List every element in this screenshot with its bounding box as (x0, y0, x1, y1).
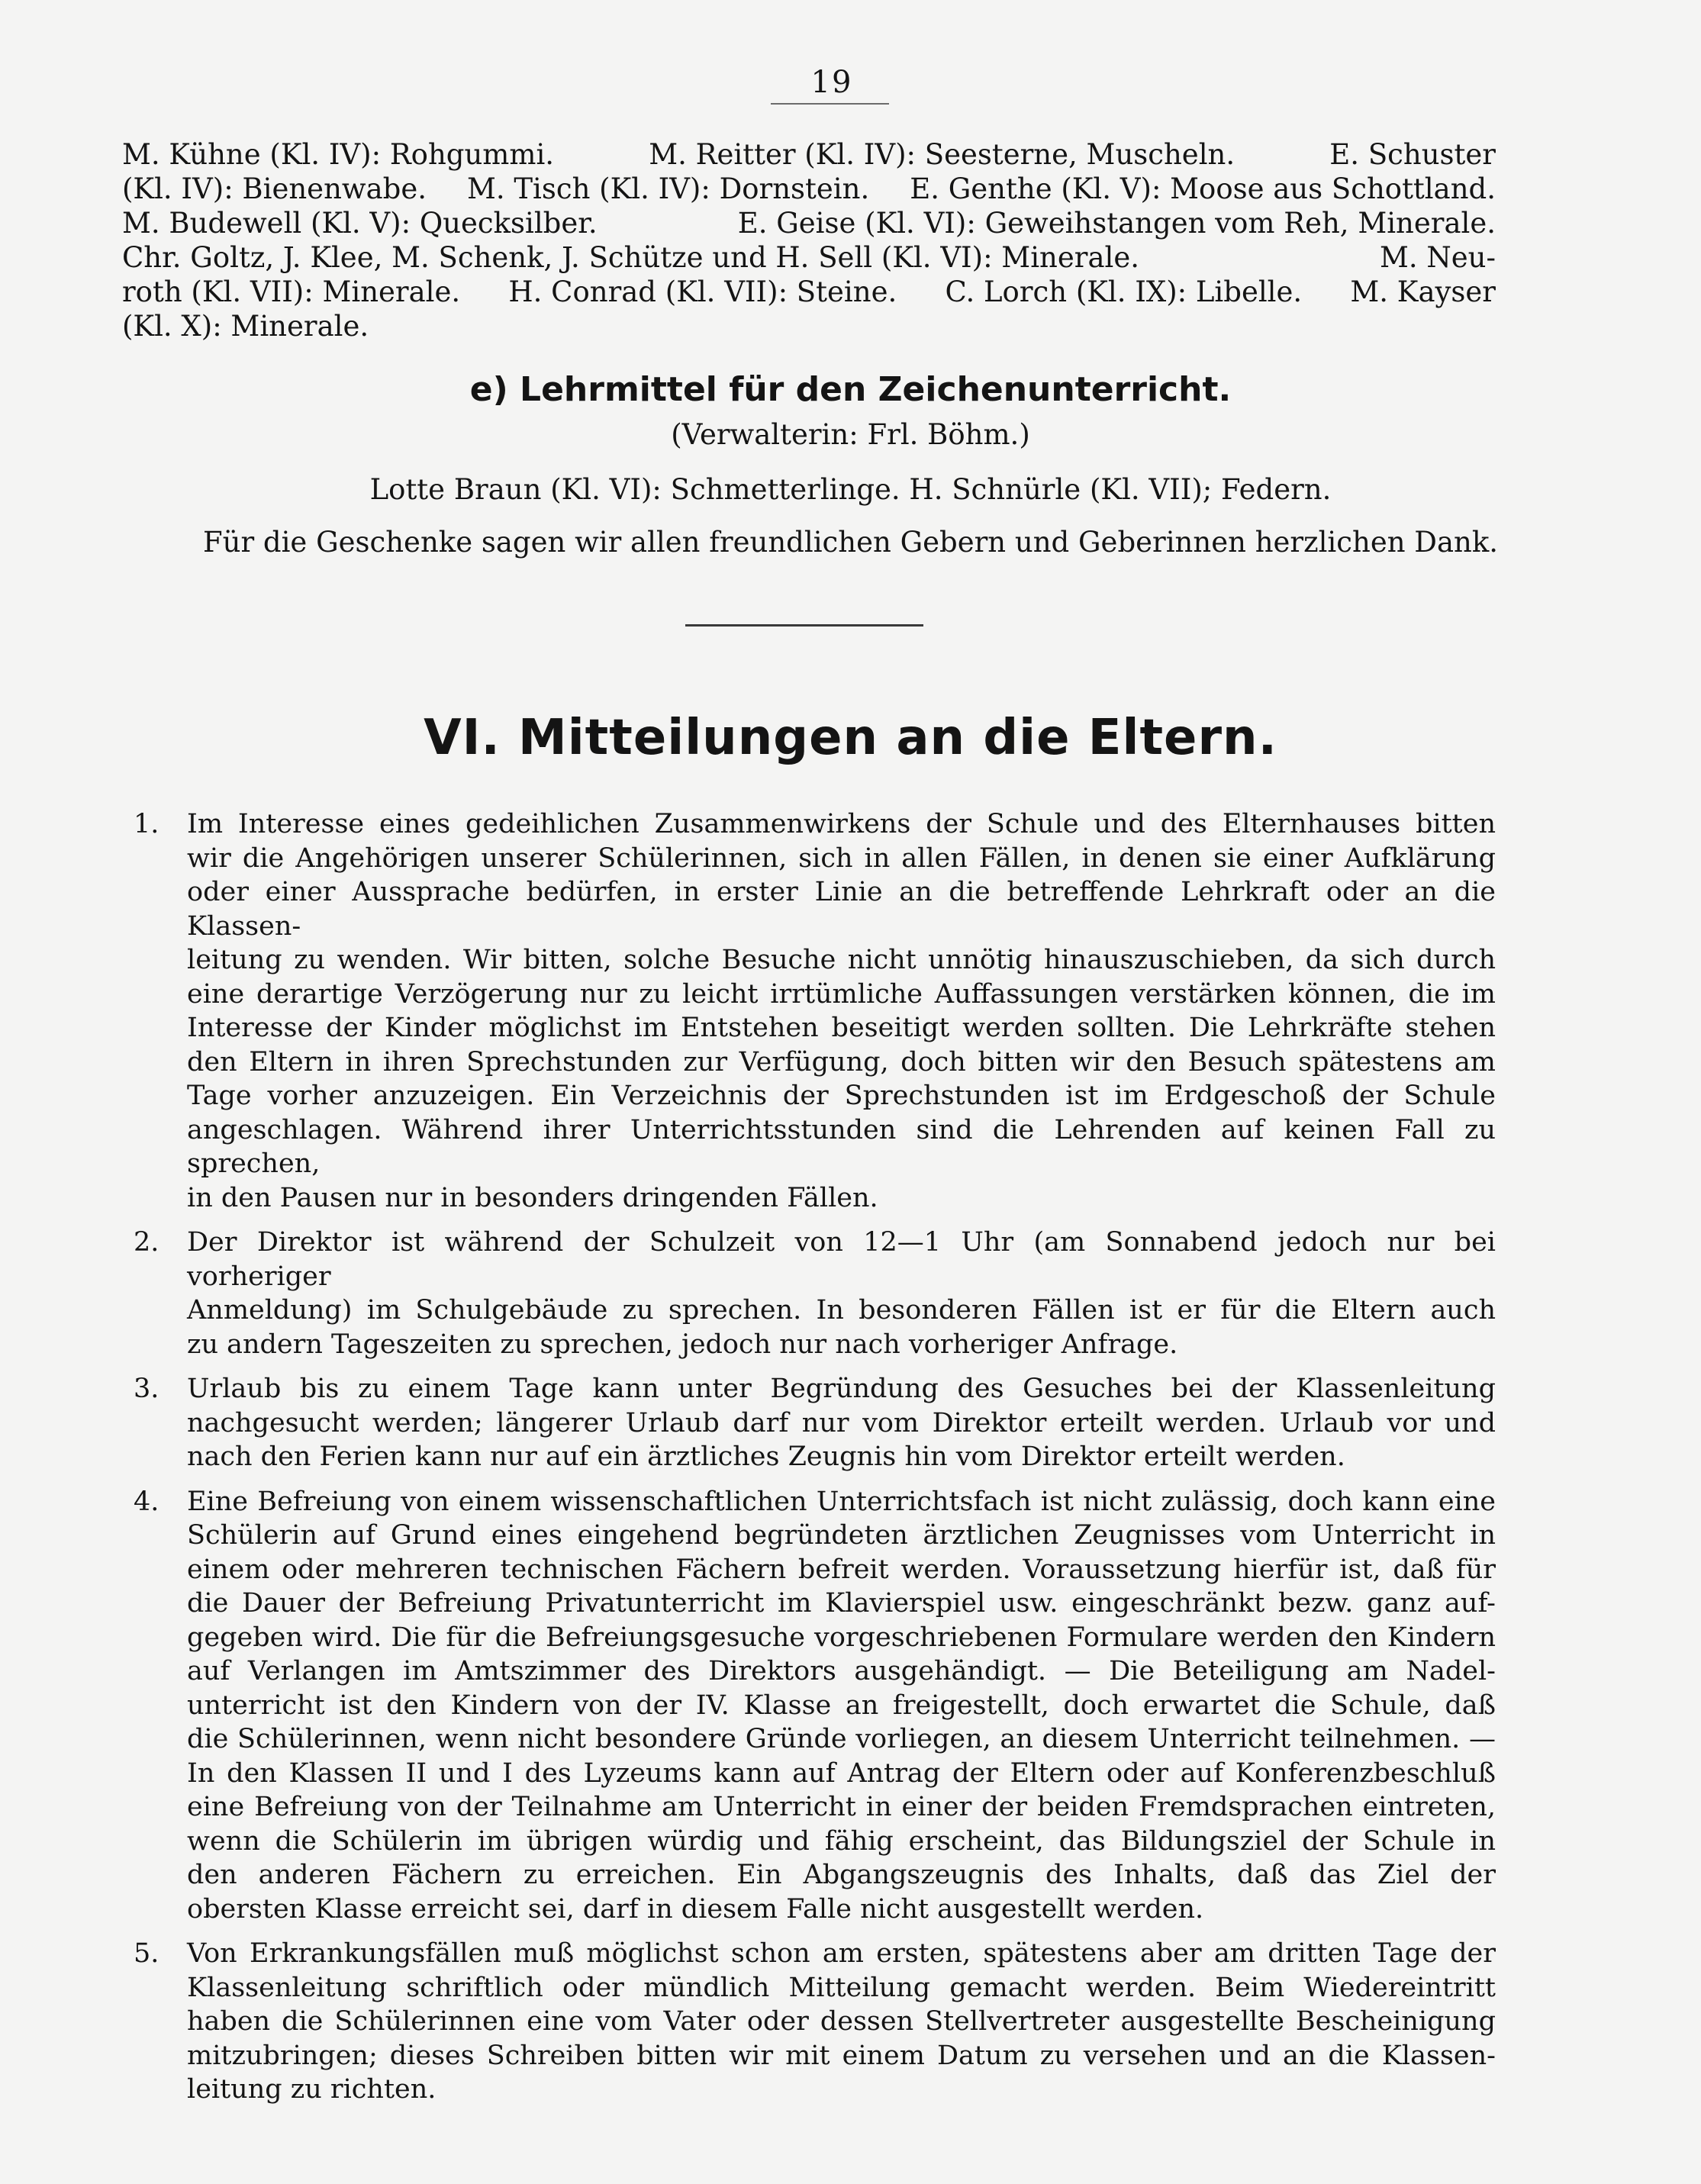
donor-entry: (Kl. X): Minerale. (122, 310, 369, 343)
list-item-text (187, 1226, 1496, 1361)
text-line: mitzubringen; dieses Schreiben bitten wir mit einem Datum zu versehen und an die Klassen- (187, 2040, 1496, 2071)
text-line: oder einer Aussprache bedürfen, in erster Linie an die betreffende Lehrkraft oder an die Klassen- (187, 877, 1496, 942)
text-line: auf Verlangen im Amtszimmer des Direktors ausgehändigt. — Die Beteiligung am Nadel- (187, 1656, 1496, 1686)
text-line: gegeben wird. Die für die Befreiungsgesuche vorgeschriebenen Formulare werden den Kindern (187, 1622, 1496, 1653)
list-item-text (187, 1485, 1496, 1927)
text-line: Anmeldung) im Schulgebäude zu sprechen. In besonderen Fällen ist er für die Eltern auch (187, 1295, 1496, 1326)
list-item-number: 3. (134, 1374, 159, 1404)
donor-line (122, 275, 1496, 309)
text-line: Im Interesse eines gedeihlichen Zusammenwirkens der Schule und des Elternhauses bitten (187, 809, 1496, 839)
list-item (134, 1937, 1496, 2107)
section-divider (685, 624, 923, 627)
donor-entry: E. Genthe (Kl. V): Moose aus Schottland. (910, 172, 1496, 205)
list-item-text (187, 1937, 1496, 2107)
text-line: wenn die Schülerin im übrigen würdig und fähig erscheint, das Bildungsziel der Schule in (187, 1825, 1496, 1857)
page-number-rule (771, 103, 889, 105)
text-line: In den Klassen II und I des Lyzeums kann auf Antrag der Eltern oder auf Konferenzbeschluß (187, 1757, 1496, 1789)
donor-entry: M. Tisch (Kl. IV): Dornstein. (466, 172, 870, 205)
list-item-text (187, 1372, 1496, 1474)
list-item (134, 807, 1496, 1215)
text-line: unterricht ist den Kindern von der IV. Klasse an freigestellt, doch erwartet die Schule, daß (187, 1690, 1496, 1721)
donor-line (122, 240, 1496, 275)
thanks-line: Für die Geschenke sagen wir allen freundlichen Gebern und Geberinnen herzlichen Dank. (202, 526, 1499, 559)
text-line: die Schülerinnen, wenn nicht besondere Gründe vorliegen, an diesem Unterricht teilnehmen. — (187, 1724, 1496, 1754)
subsection-title: e) Lehrmittel für den Zeichenunterricht. (469, 370, 1232, 409)
text-line: Tage vorher anzuzeigen. Ein Verzeichnis der Sprechstunden ist im Erdgeschoß der Schule (187, 1081, 1496, 1111)
text-line: nach den Ferien kann nur auf ein ärztliches Zeugnis hin vom Direktor erteilt werden. (187, 1442, 1345, 1472)
donor-entry: Chr. Goltz, J. Klee, M. Schenk, J. Schütze und H. Sell (Kl. VI): Minerale. (122, 241, 1139, 274)
text-line: haben die Schülerinnen eine vom Vater oder dessen Stellvertreter ausgestellte Bescheinigung (187, 2006, 1496, 2037)
list-item (134, 1226, 1496, 1361)
text-line: nachgesucht werden; längerer Urlaub darf nur vom Direktor erteilt werden. Urlaub vor und (187, 1407, 1496, 1438)
donor-entry: (Kl. IV): Bienenwabe. (122, 172, 427, 205)
text-line: Der Direktor ist während der Schulzeit von 12—1 Uhr (am Sonnabend jedoch nur bei vorheriger (187, 1227, 1496, 1292)
donor-entry: M. Kühne (Kl. IV): Rohgummi. (122, 138, 555, 171)
list-item-number: 2. (134, 1227, 159, 1258)
text-line: obersten Klasse erreicht sei, darf in diesem Falle nicht ausgestellt werden. (187, 1893, 1204, 1925)
donor-entry: M. Neu- (1379, 241, 1496, 274)
list-item-number: 1. (134, 809, 159, 839)
donor-entry: M. Budewell (Kl. V): Quecksilber. (122, 207, 598, 240)
donor-entry: H. Conrad (Kl. VII): Steine. (508, 275, 897, 308)
list-item (134, 1485, 1496, 1927)
text-line: leitung zu wenden. Wir bitten, solche Besuche nicht unnötig hinauszuschieben, da sich durch (187, 945, 1496, 975)
subsection-administrator: (Verwalterin: Frl. Böhm.) (671, 418, 1030, 451)
text-line: Urlaub bis zu einem Tage kann unter Begründung des Gesuches bei der Klassenleitung (187, 1374, 1496, 1404)
donor-entry: roth (Kl. VII): Minerale. (122, 275, 461, 308)
text-line: den anderen Fächern zu erreichen. Ein Abgangszeugnis des Inhalts, daß das Ziel der (187, 1860, 1496, 1890)
subsection-gifts: Lotte Braun (Kl. VI): Schmetterlinge. H. Schnürle (Kl. VII); Federn. (369, 473, 1332, 506)
text-line: wir die Angehörigen unserer Schülerinnen, sich in allen Fällen, in denen sie einer Aufklärung (187, 842, 1496, 874)
text-line: die Dauer der Befreiung Privatunterricht im Klavierspiel usw. eingeschränkt bezw. ganz auf- (187, 1588, 1496, 1619)
list-item-text (187, 807, 1496, 1215)
donor-line (122, 206, 1496, 240)
donor-line (122, 309, 1496, 343)
donor-entry: M. Reitter (Kl. IV): Seesterne, Muscheln. (649, 138, 1235, 171)
donor-entry: E. Geise (Kl. VI): Geweihstangen vom Reh, Minerale. (737, 207, 1496, 240)
donor-entry: E. Schuster (1329, 138, 1496, 171)
page-number: 19 (810, 65, 853, 100)
donor-list (122, 137, 1496, 343)
text-line: eine derartige Verzögerung nur zu leicht irrtümliche Auffassungen verstärken können, die im (187, 978, 1496, 1010)
text-line: Interesse der Kinder möglichst im Entstehen beseitigt werden sollten. Die Lehrkräfte stehen (187, 1013, 1496, 1043)
text-line: leitung zu richten. (187, 2074, 437, 2105)
text-line: eine Befreiung von der Teilnahme am Unterricht in einer der beiden Fremdsprachen eintreten, (187, 1792, 1496, 1822)
text-line: Schülerin auf Grund eines eingehend begründeten ärztlichen Zeugnisses vom Unterricht in (187, 1520, 1496, 1551)
text-line: Klassenleitung schriftlich oder mündlich Mitteilung gemacht werden. Beim Wiedereintritt (187, 1972, 1496, 2003)
list-item (134, 1372, 1496, 1474)
numbered-list (134, 807, 1496, 2118)
list-item-number: 4. (134, 1486, 159, 1517)
section-title: VI. Mitteilungen an die Eltern. (424, 710, 1277, 766)
text-line: den Eltern in ihren Sprechstunden zur Verfügung, doch bitten wir den Besuch spätestens am (187, 1046, 1496, 1078)
text-line: einem oder mehreren technischen Fächern befreit werden. Voraussetzung hierfür ist, daß für (187, 1554, 1496, 1585)
list-item-number: 5. (134, 1938, 159, 1969)
text-line: zu andern Tageszeiten zu sprechen, jedoch nur nach vorheriger Anfrage. (187, 1329, 1178, 1360)
text-line: Von Erkrankungsfällen muß möglichst schon am ersten, spätestens aber am dritten Tage der (187, 1938, 1496, 1969)
text-line: Eine Befreiung von einem wissenschaftlichen Unterrichtsfach ist nicht zulässig, doch kann eine (187, 1486, 1496, 1517)
text-line: in den Pausen nur in besonders dringenden Fällen. (187, 1182, 878, 1213)
donor-entry: M. Kayser (1350, 275, 1496, 308)
text-line: angeschlagen. Während ihrer Unterrichtsstunden sind die Lehrenden auf keinen Fall zu sprechen, (187, 1114, 1496, 1179)
donor-entry: C. Lorch (Kl. IX): Libelle. (945, 275, 1303, 308)
donor-line (122, 172, 1496, 206)
donor-line (122, 137, 1496, 172)
